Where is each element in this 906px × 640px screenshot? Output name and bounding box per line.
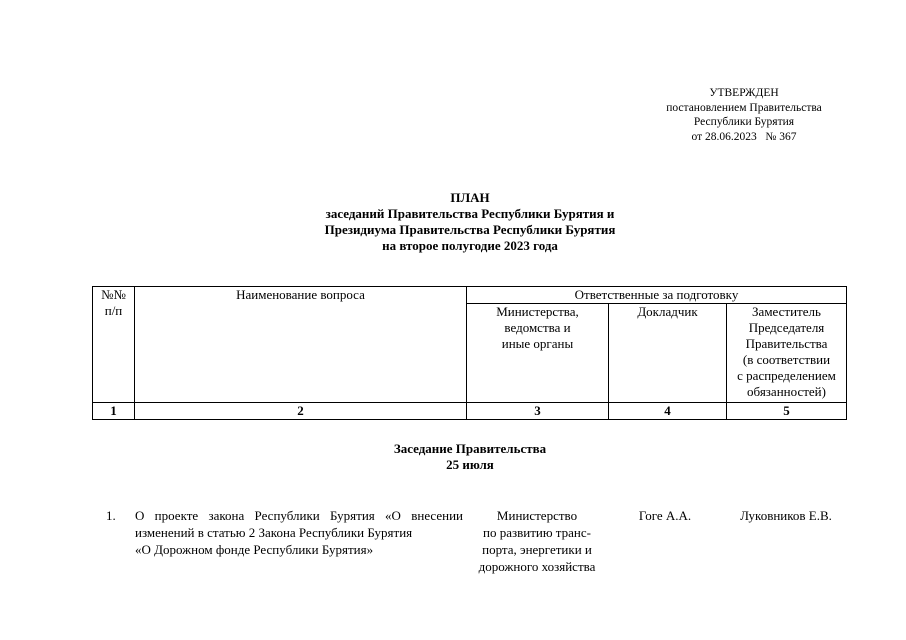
column-number-1: 1	[93, 403, 135, 420]
header-ministries: Министерства, ведомства и иные органы	[467, 304, 609, 403]
header-deputy: Заместитель Председателя Правительства (в соответствии с распределением обязанностей)	[727, 304, 847, 403]
title-line-4: на второе полугодие 2023 года	[382, 238, 558, 253]
header-question: Наименование вопроса	[135, 287, 467, 403]
item-question: О проекте закона Республики Бурятия «О внесении изменений в статью 2 Закона Республики Бурятия «О Дорожном фонде Республики Бурятия»	[135, 508, 463, 557]
section-title: Заседание Правительства	[393, 441, 547, 456]
column-number-3: 3	[467, 403, 609, 420]
column-number-2: 2	[135, 403, 467, 420]
section-date: 25 июля	[446, 457, 494, 472]
document-title	[240, 190, 700, 254]
header-num: №№ п/п	[93, 287, 135, 403]
section-heading	[300, 441, 640, 473]
plan-table-header	[92, 286, 847, 420]
title-line-1: ПЛАН	[450, 190, 490, 205]
approval-line-1: постановлением Правительства	[666, 101, 822, 114]
approval-status: УТВЕРЖДЕН	[709, 87, 779, 99]
title-line-2: заседаний Правительства Республики Бурятия и	[325, 206, 615, 221]
approval-date-number: от 28.06.2023 № 367	[691, 130, 797, 143]
approval-line-2: Республики Бурятия	[693, 116, 795, 128]
item-deputy: Луковников Е.В.	[740, 508, 832, 523]
item-number: 1.	[106, 508, 116, 523]
title-line-3: Президиума Правительства Республики Бурятия	[324, 222, 616, 237]
header-speaker: Докладчик	[609, 304, 727, 403]
header-responsible: Ответственные за подготовку	[467, 287, 847, 304]
column-number-5: 5	[727, 403, 847, 420]
item-speaker: Гоге А.А.	[638, 508, 692, 523]
item-ministry: Министерство по развитию транс- порта, энергетики и дорожного хозяйства	[478, 508, 596, 574]
column-number-4: 4	[609, 403, 727, 420]
approval-stamp	[646, 86, 842, 144]
